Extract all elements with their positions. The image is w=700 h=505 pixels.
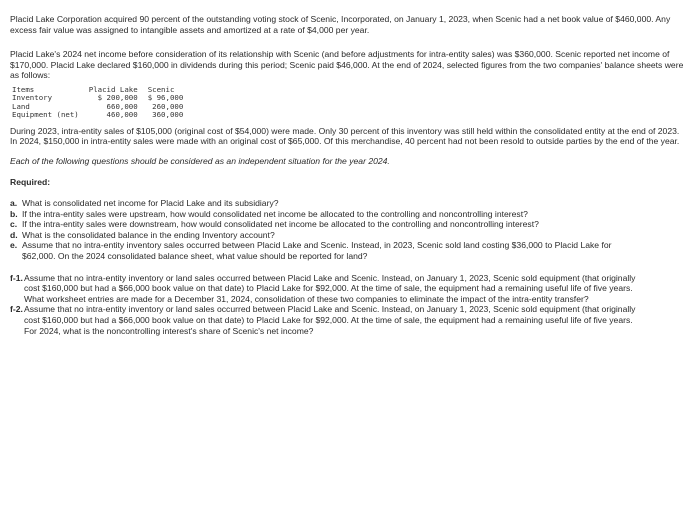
header-items: Items — [12, 84, 35, 94]
question-label: e. — [10, 240, 18, 251]
header-scenic: Scenic — [147, 84, 175, 94]
independence-note: Each of the following questions should be considered as an independent situation for the year 2024. — [10, 155, 390, 166]
question-label: f-2. — [10, 304, 23, 315]
row-item: Land — [12, 101, 30, 111]
intra-entity-sales-paragraph: During 2023, intra-entity sales of $105,000 (original cost of $54,000) were made. Only 30 percent of this inventory was still held within the consolidated entity at the end of 2023. In 2024, $150,000 in intra-entity sales were made with an original cost of $65,000. Of this merchandise, 40 percent had not been resold to outside parties by the end of the year. — [10, 125, 680, 147]
question-e — [10, 240, 686, 261]
row-item: Inventory — [12, 93, 53, 103]
question-text: Assume that no intra-entity inventory sales occurred between Placid Lake and Scenic. Instead, in 2023, Scenic sold land costing $36,000 to Placid Lake for $62,000. On the 2024 consolidated balance sheet, what value should be reported for land? — [22, 240, 612, 261]
header-placid: Placid Lake — [88, 84, 138, 94]
question-c — [10, 219, 686, 230]
row-item: Equipment (net) — [12, 110, 79, 120]
required-heading: Required: — [10, 177, 51, 188]
row-scenic: $ 96,000 — [147, 93, 184, 103]
question-d — [10, 230, 686, 241]
question-label: f-1. — [10, 272, 23, 283]
question-text: If the intra-entity sales were downstream, how would consolidated net income be allocated to the controlling and noncontrolling interest? — [22, 219, 539, 230]
question-text: What is consolidated net income for Placid Lake and its subsidiary? — [22, 197, 279, 208]
row-placid: 660,000 — [106, 101, 138, 111]
balance-sheet-table — [12, 86, 193, 120]
question-label: c. — [10, 219, 18, 230]
question-f2 — [10, 304, 686, 336]
question-text: What is the consolidated balance in the ending Inventory account? — [22, 229, 275, 240]
question-b — [10, 209, 686, 220]
intro-paragraph-2: Placid Lake's 2024 net income before consideration of its relationship with Scenic (and before adjustments for intra-entity sales) was $360,000. Scenic reported net income of $170,000. Placid Lake declared $160,000 in dividends during this period; Scenic paid $46,000. At the end of 2024, selected figures from the two companies' balance sheets were as follows: — [10, 49, 684, 81]
question-text: Assume that no intra-entity inventory or land sales occurred between Placid Lake and Scenic. Instead, on January 1, 2023, Scenic sold equipment (that originally cost $160,000 but had a $66,000 book value on that date) to Placid Lake for $92,000. At the time of sale, the equipment had a remaining useful life of five years. What worksheet entries are made for a December 31, 2024, consolidation of these two companies to eliminate the impact of the intra-entity transfer? — [24, 272, 636, 304]
table-row — [12, 111, 193, 119]
question-a — [10, 198, 686, 209]
row-scenic: 360,000 — [152, 110, 184, 120]
row-placid: $ 200,000 — [97, 93, 138, 103]
question-text: If the intra-entity sales were upstream, how would consolidated net income be allocated to the controlling and noncontrolling interest? — [22, 208, 528, 219]
question-label: a. — [10, 197, 18, 208]
question-text: Assume that no intra-entity inventory or land sales occurred between Placid Lake and Scenic. Instead, on January 1, 2023, Scenic sold equipment (that originally cost $160,000 but had a $66,000 book value on that date) to Placid Lake for $92,000. At the time of sale, the equipment had a remaining useful life of five years. For 2024, what is the noncontrolling interest's share of Scenic's net income? — [24, 304, 636, 336]
intro-paragraph-1: Placid Lake Corporation acquired 90 percent of the outstanding voting stock of Scenic, Incorporated, on January 1, 2023, when Scenic had a net book value of $460,000. Any excess fair value was assigned to intangible assets and amortized at a rate of $4,000 per year. — [10, 14, 671, 35]
row-placid: 460,000 — [106, 110, 138, 120]
question-label: d. — [10, 229, 18, 240]
question-list — [10, 198, 686, 336]
question-f1 — [10, 273, 686, 305]
question-label: b. — [10, 208, 18, 219]
row-scenic: 260,000 — [152, 101, 184, 111]
